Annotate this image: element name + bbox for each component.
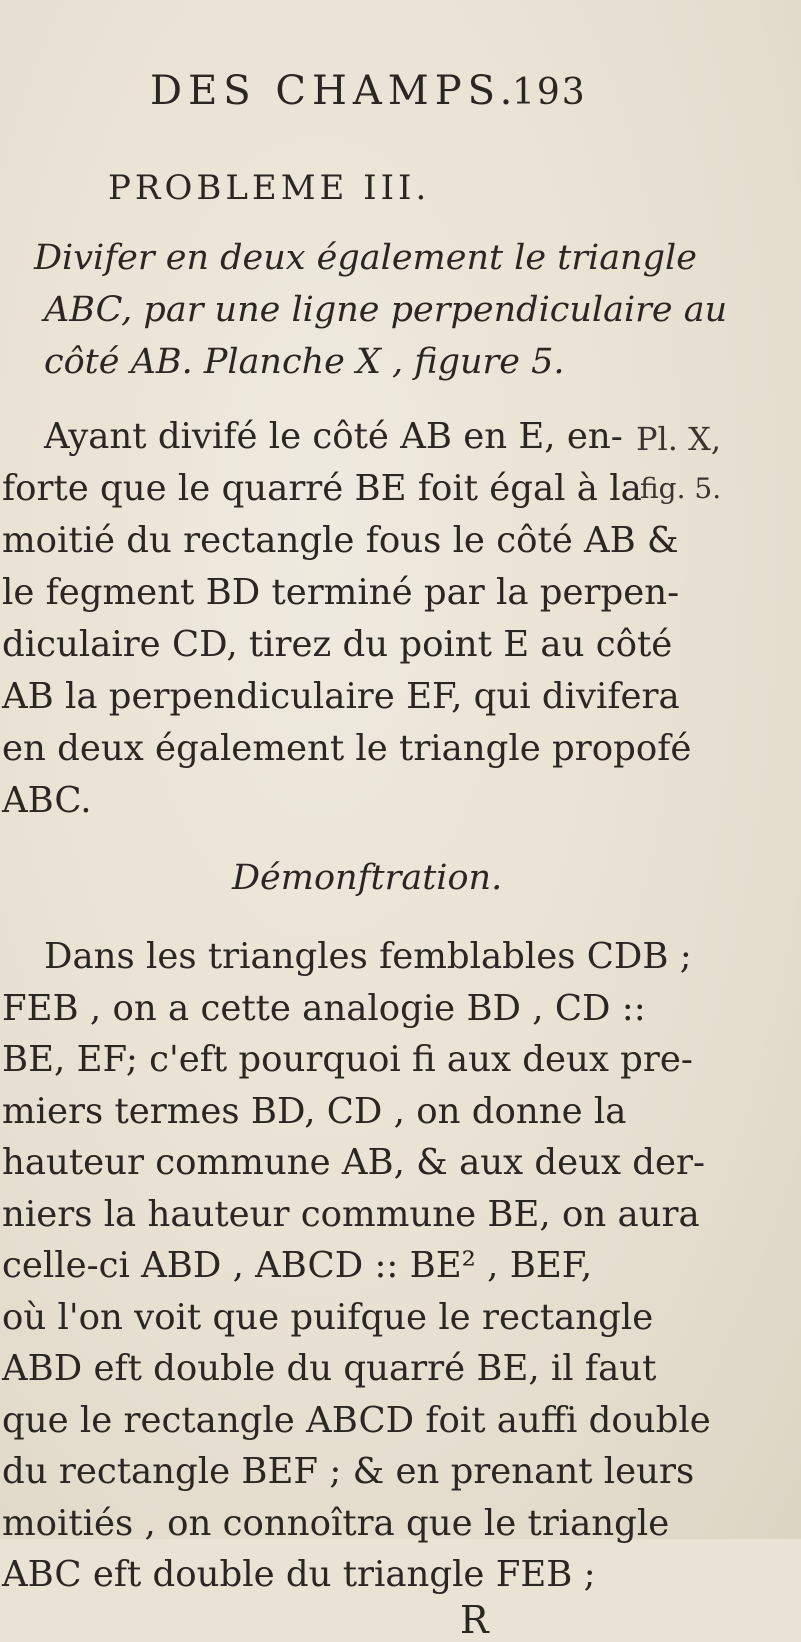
demonstration-line-8: où l'on voit que puifque le rectangle <box>2 1296 654 1338</box>
solution-line-4: le fegment BD terminé par la perpen- <box>2 572 680 613</box>
demonstration-line-7: celle-ci ABD , ABCD :: BE² , BEF, <box>2 1245 593 1286</box>
demonstration-line-10: que le rectangle ABCD foit auffi double <box>2 1399 711 1441</box>
demonstration-last-line: ABC eft double du triangle FEB ; <box>2 1554 596 1595</box>
margin-note-figure: fig. 5. <box>640 472 722 505</box>
demonstration-line-6: niers la hauteur commune BE, on aura <box>2 1193 700 1235</box>
running-header-title: DES CHAMPS. <box>150 68 519 114</box>
solution-line-3: moitié du rectangle fous le côté AB & <box>2 520 679 561</box>
margin-note-plate: Pl. X, <box>636 420 722 458</box>
demonstration-line-11: du rectangle BEF ; & en prenant leurs <box>2 1451 695 1492</box>
solution-line-5: diculaire CD, tirez du point E au côté <box>2 624 673 665</box>
demonstration-line-1: Dans les triangles femblables CDB ; <box>44 936 692 977</box>
demonstration-line-4: miers termes BD, CD , on donne la <box>2 1090 627 1132</box>
demonstration-heading: Démonftration. <box>232 858 503 898</box>
solution-line-7: en deux également le triangle propofé <box>2 728 692 769</box>
signature-mark: R <box>460 1598 489 1642</box>
solution-line-2: forte que le quarré BE foit égal à la <box>2 468 642 509</box>
statement-line-2: ABC, par une ligne perpendiculaire au <box>44 290 728 330</box>
problem-heading: PROBLEME III. <box>108 168 431 208</box>
solution-line-8: ABC. <box>2 780 92 821</box>
solution-line-1: Ayant divifé le côté AB en E, en- <box>44 416 623 457</box>
demonstration-line-9: ABD eft double du quarré BE, il faut <box>2 1348 657 1389</box>
statement-line-1: Divifer en deux également le triangle <box>34 238 697 278</box>
demonstration-line-5: hauteur commune AB, & aux deux der- <box>2 1142 705 1183</box>
demonstration-line-12: moitiés , on connoîtra que le triangle <box>2 1502 670 1544</box>
demonstration-line-2: FEB , on a cette analogie BD , CD :: <box>2 987 646 1029</box>
page-number: 193 <box>512 72 587 113</box>
statement-line-3: côté AB. Planche X , figure 5. <box>44 342 565 382</box>
solution-line-6: AB la perpendiculaire EF, qui divifera <box>2 676 680 717</box>
demonstration-line-3: BE, EF; c'eft pourquoi fi aux deux pre- <box>2 1039 693 1080</box>
